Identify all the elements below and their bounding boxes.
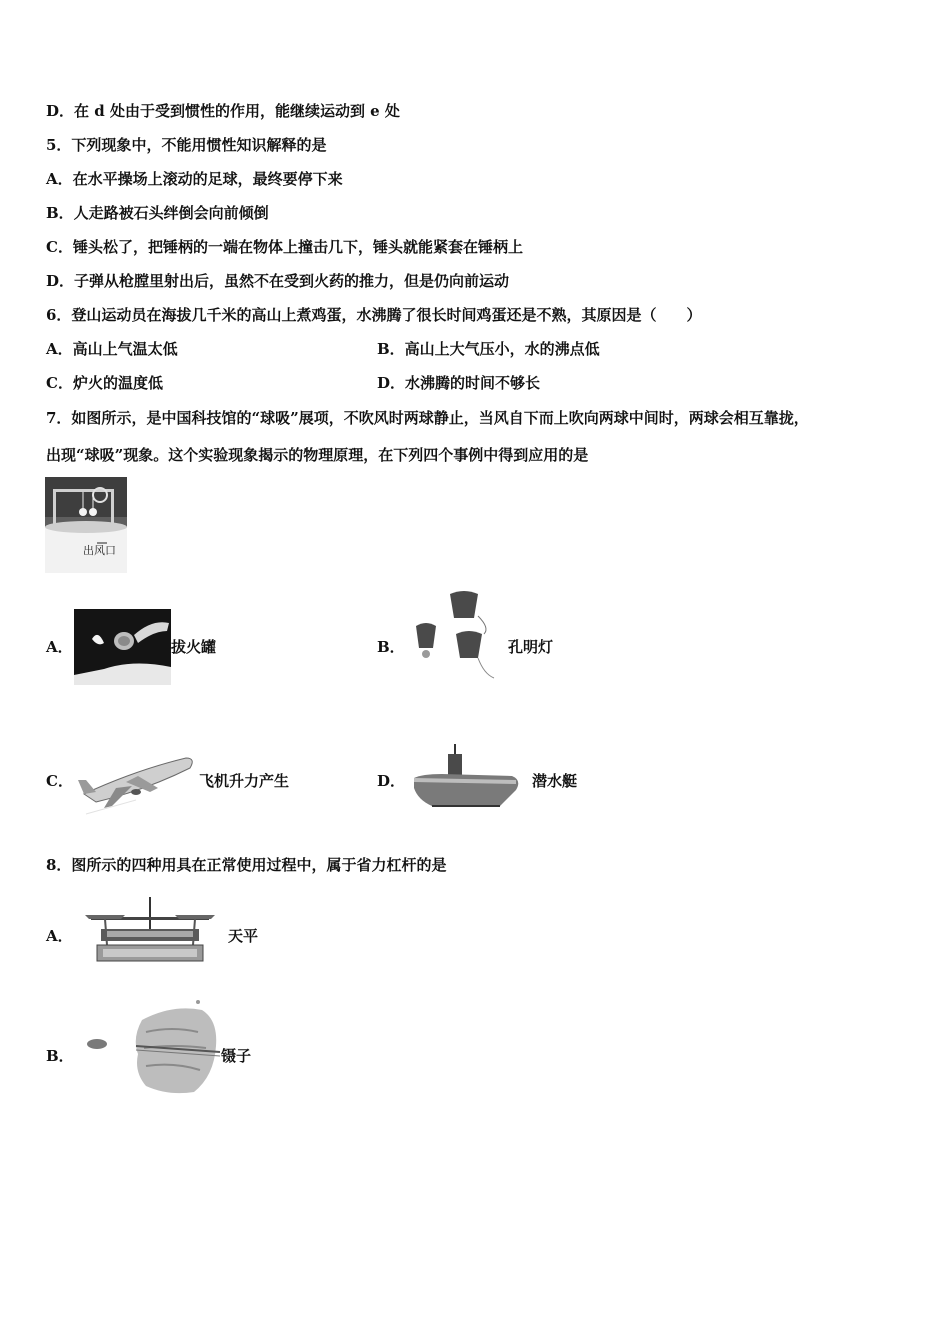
outlet-label: 出风口 [83,544,116,557]
cupping-photo [74,609,171,685]
q7-stem-line1: 7．如图所示，是中国科技馆的“球吸”展项，不吹风时两球静止，当风自下而上吹向两球中间时，两球会相互靠拢， [46,409,809,427]
airplane-photo [76,748,196,824]
q5-option-b: B．人走路被石头绊倒会向前倾倒 [46,204,269,222]
q7-option-b-letter: B． [377,638,405,656]
q5-option-a: A．在水平操场上滚动的足球，最终要停下来 [46,170,343,188]
submarine-photo [412,744,522,816]
q5-option-d: D．子弹从枪膛里射出后，虽然不在受到火药的推力，但是仍向前运动 [46,272,510,290]
sky-lanterns-photo [412,588,496,684]
q7-option-d-letter: D． [377,772,406,790]
q6-option-c: C．炉火的温度低 [46,374,163,392]
q4-option-d: D．在 d 处由于受到惯性的作用，能继续运动到 e 处 [46,102,400,120]
q8-stem: 8．图所示的四种用具在正常使用过程中，属于省力杠杆的是 [46,856,447,874]
q8-option-a-letter: A． [46,927,73,945]
q7-option-a-caption: 拔火罐 [171,638,217,656]
q6-option-d: D．水沸腾的时间不够长 [377,374,541,392]
q6-stem: 6．登山运动员在海拔几千米的高山上煮鸡蛋，水沸腾了很长时间鸡蛋还是不熟，其原因是（ ） [46,306,702,324]
q8-option-b-caption: 镊子 [221,1047,252,1065]
q7-option-a-letter: A． [46,638,73,656]
q7-option-b-caption: 孔明灯 [508,638,554,656]
q7-stem-line2: 出现“球吸”现象。这个实验现象揭示的物理原理，在下列四个事例中得到应用的是 [46,446,589,464]
balance-scale-photo [85,895,215,967]
q6-option-a: A．高山上气温太低 [46,340,178,358]
q7-option-d-caption: 潜水艇 [532,772,578,790]
q8-option-a-caption: 天平 [228,927,259,945]
tweezers-photo [82,996,222,1096]
ball-suction-figure [45,477,127,573]
q7-option-c-caption: 飞机升力产生 [199,772,290,790]
q5-stem: 5．下列现象中，不能用惯性知识解释的是 [46,136,327,154]
q6-option-b: B．高山上大气压小，水的沸点低 [377,340,600,358]
q7-option-c-letter: C． [46,772,73,790]
q5-option-c: C．锤头松了，把锤柄的一端在物体上撞击几下，锤头就能紧套在锤柄上 [46,238,523,256]
q8-option-b-letter: B． [46,1047,74,1065]
